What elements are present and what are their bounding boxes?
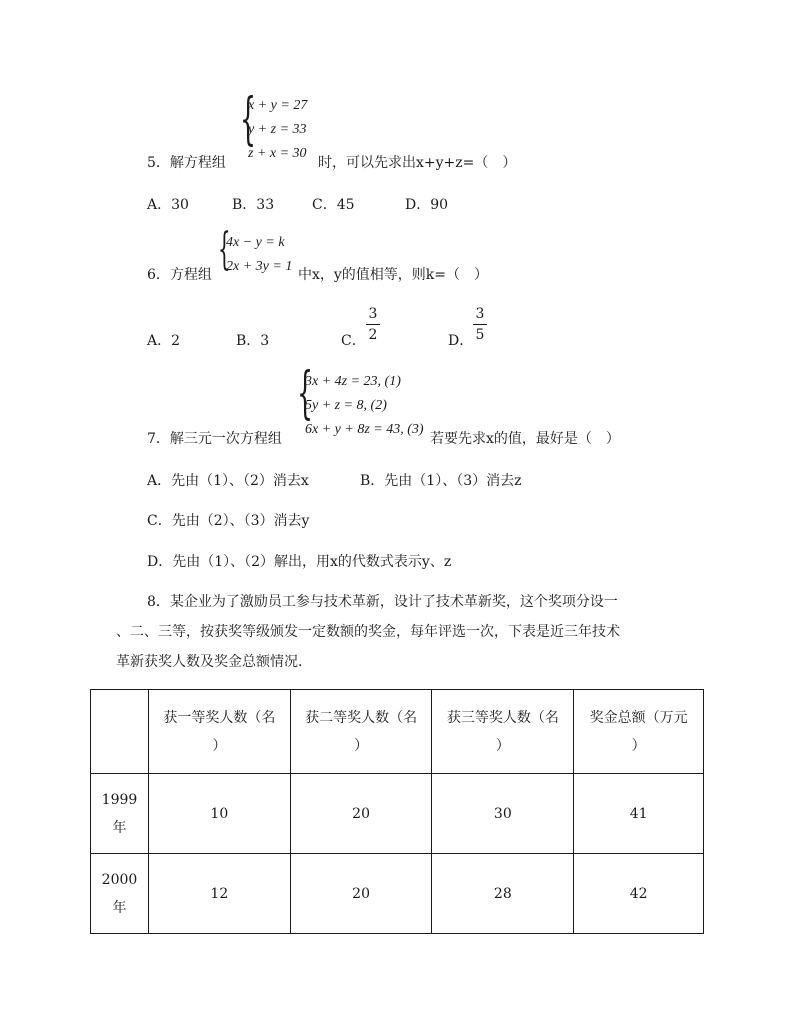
q5-option-d: D．90: [405, 197, 449, 213]
q7-option-b: B．先由（1）、（3）消去z: [360, 473, 522, 489]
q5-equation-3: z + x = 30: [248, 146, 307, 161]
q5-prefix: 5．解方程组: [147, 155, 226, 171]
fraction-c-denominator: 2: [368, 327, 378, 343]
left-brace: {: [218, 224, 231, 275]
year-cell: 2000 年: [91, 854, 149, 934]
table-corner-cell: [91, 690, 149, 774]
fraction-d-denominator: 5: [475, 327, 485, 343]
table-cell: 41: [574, 774, 704, 854]
table-header-cell: 获一等奖人数（名 ）: [148, 690, 290, 774]
left-brace: {: [297, 361, 314, 426]
table-row: [91, 774, 704, 854]
table-cell: 20: [290, 774, 432, 854]
q7-option-c: C．先由（2）、（3）消去y: [147, 513, 310, 529]
q6-option-b: B．3: [236, 333, 270, 349]
q7-option-a: A．先由（1）、（2）消去x: [147, 473, 309, 489]
table-cell: 10: [148, 774, 290, 854]
table-cell: 28: [432, 854, 574, 934]
q8-line-2: 、二、三等，按获奖等级颁发一定数额的奖金，每年评选一次，下表是近三年技术: [116, 624, 620, 640]
table-cell: 12: [148, 854, 290, 934]
table-row: [91, 854, 704, 934]
q7-suffix: 若要先求x的值，最好是（ ）: [430, 431, 620, 447]
table-header-row: [91, 690, 704, 774]
q6-equation-2: 2x + 3y = 1: [226, 259, 293, 274]
q6-prefix: 6．方程组: [147, 267, 212, 283]
q5-option-b: B．33: [232, 197, 275, 213]
left-brace: {: [240, 87, 257, 152]
q7-equation-1: 3x + 4z = 23, (1): [305, 374, 401, 389]
table-header-cell: 获三等奖人数（名 ）: [432, 690, 574, 774]
q5-equation-2: y + z = 33: [248, 122, 307, 137]
q5-option-a: A．30: [147, 197, 189, 213]
q7-equation-3: 6x + y + 8z = 43, (3): [305, 422, 424, 437]
table-cell: 30: [432, 774, 574, 854]
q6-option-a: A．2: [147, 333, 181, 349]
table-cell: 20: [290, 854, 432, 934]
table-header-cell: 获二等奖人数（名 ）: [290, 690, 432, 774]
q7-option-d: D．先由（1）、（2）解出，用x的代数式表示y、z: [147, 554, 452, 570]
fraction-bar: [473, 324, 487, 325]
q7-prefix: 7．解三元一次方程组: [147, 431, 282, 447]
q6-suffix: 中x，y的值相等，则k=（ ）: [298, 267, 489, 283]
awards-table: [90, 689, 704, 934]
fraction-c: [366, 306, 380, 343]
q6-option-d: D．: [448, 333, 474, 349]
fraction-d: [473, 306, 487, 343]
q7-equation-2: 5y + z = 8, (2): [305, 398, 387, 413]
q5-equation-1: x + y = 27: [248, 98, 308, 113]
fraction-bar: [366, 324, 380, 325]
q6-equation-1: 4x − y = k: [226, 235, 285, 250]
q5-option-c: C．45: [312, 197, 355, 213]
q6-option-c: C．: [341, 333, 366, 349]
table-header-cell: 奖金总额（万元 ）: [574, 690, 704, 774]
q8-line-1: 8．某企业为了激励员工参与技术革新，设计了技术革新奖，这个奖项分设一: [147, 594, 618, 610]
fraction-c-numerator: 3: [368, 306, 378, 322]
q8-line-3: 革新获奖人数及奖金总额情况．: [116, 654, 312, 670]
table-cell: 42: [574, 854, 704, 934]
fraction-d-numerator: 3: [475, 306, 485, 322]
q5-suffix: 时，可以先求出x+y+z=（ ）: [318, 155, 517, 171]
year-cell: 1999 年: [91, 774, 149, 854]
